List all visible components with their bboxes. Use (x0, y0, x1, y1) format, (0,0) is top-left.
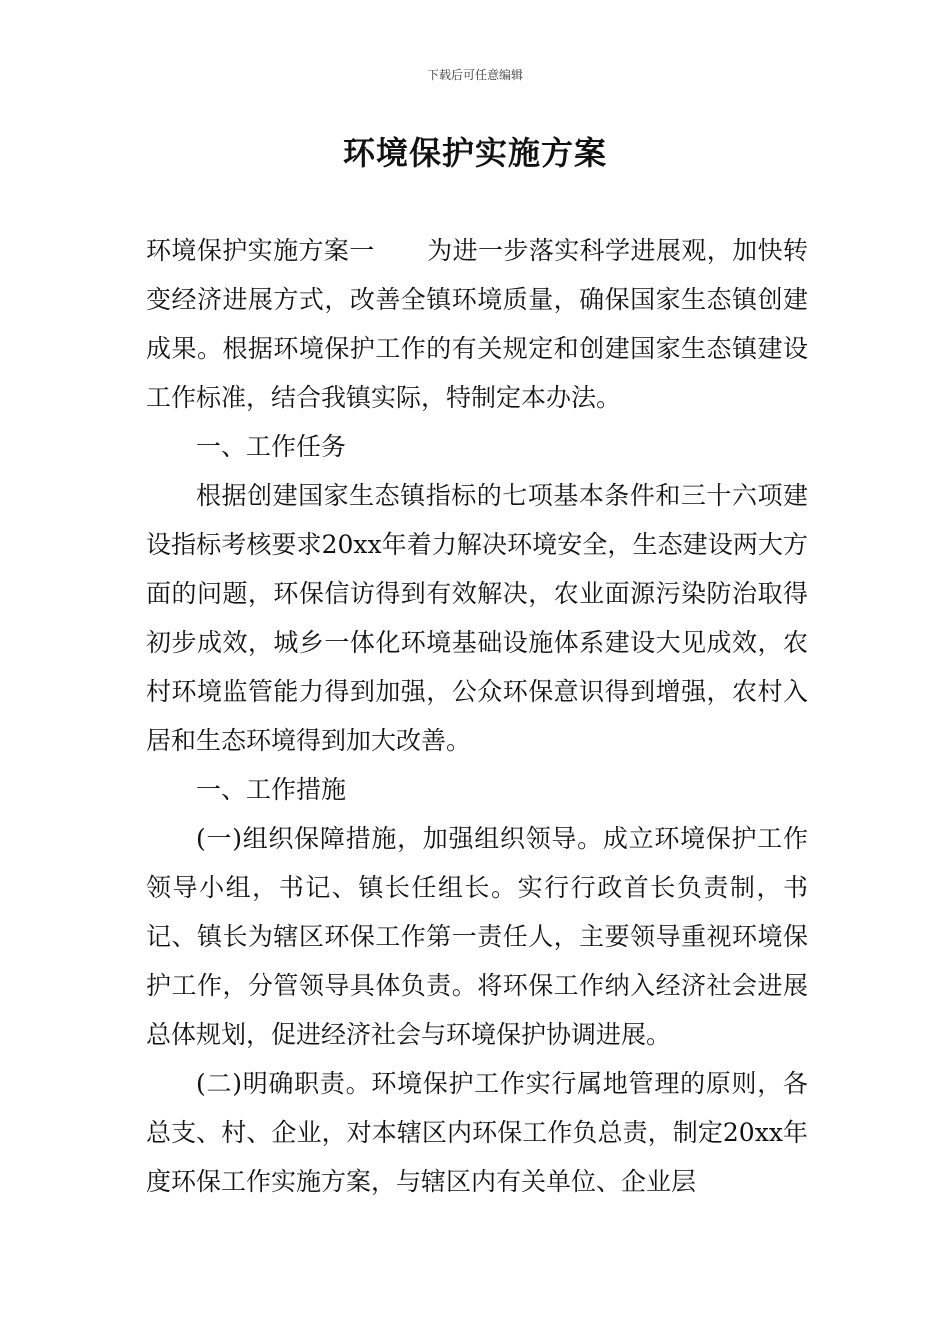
document-body (146, 226, 808, 1206)
intro-heading: 环境保护实施方案一 (146, 236, 375, 265)
section-heading-measures: 一、工作措施 (196, 775, 347, 804)
intro-paragraph (146, 226, 808, 422)
header-note: 下载后可任意编辑 (426, 68, 523, 82)
paragraph-responsibilities: (二)明确职责。环境保护工作实行属地管理的原则，各总支、村、企业，对本辖区内环保工作负总责，制定20xx年度环保工作实施方案，与辖区内有关单位、企业层 (146, 1069, 808, 1196)
paragraph-organization: (一)组织保障措施，加强组织领导。成立环境保护工作领导小组，书记、镇长任组长。实行行政首长负责制，书记、镇长为辖区环保工作第一责任人，主要领导重视环境保护工作，分管领导具体负责。将环保工作纳入经济社会进展总体规划，促进经济社会与环境保护协调进展。 (146, 824, 808, 1049)
document-title: 环境保护实施方案 (342, 134, 607, 172)
intro-text: 为进一步落实科学进展观，加快转变经济进展方式，改善全镇环境质量，确保国家生态镇创建成果。根据环境保护工作的有关规定和创建国家生态镇建设工作标准，结合我镇实际，特制定本办法。 (146, 236, 808, 412)
section-heading-tasks: 一、工作任务 (196, 432, 347, 461)
paragraph-tasks: 根据创建国家生态镇指标的七项基本条件和三十六项建设指标考核要求20xx年着力解决环境安全，生态建设两大方面的问题，环保信访得到有效解决，农业面源污染防治取得初步成效，城乡一体化环境基础设施体系建设大见成效，农村环境监管能力得到加强，公众环保意识得到增强，农村入居和生态环境得到加大改善。 (146, 481, 808, 755)
